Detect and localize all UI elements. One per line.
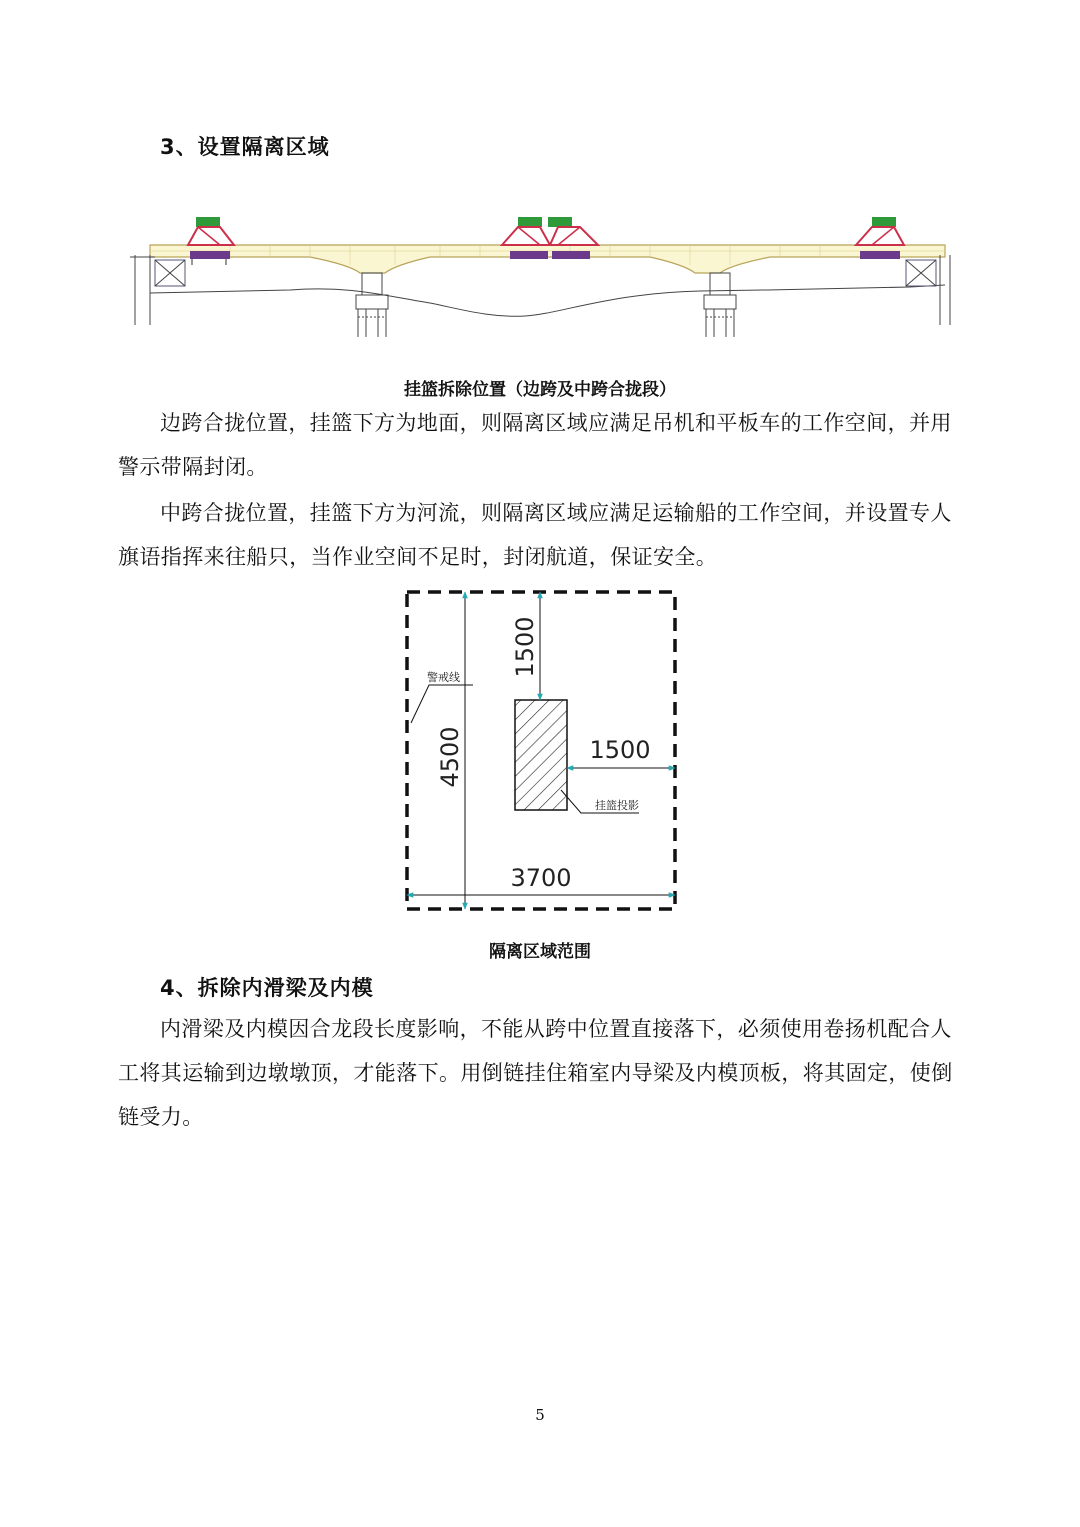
- page-number: 5: [535, 1406, 545, 1424]
- bridge-elevation-drawing: [130, 205, 960, 350]
- hanging-basket-left-end: [188, 217, 234, 265]
- ground-line: [150, 285, 945, 316]
- isolation-zone-diagram: [395, 585, 690, 925]
- bridge-figure-caption: 挂篮拆除位置（边跨及中跨合拢段）: [404, 380, 676, 400]
- section-4-heading: 4、拆除内滑梁及内模: [160, 976, 374, 1000]
- basket-projection-area: [515, 700, 567, 810]
- dim-top-text: 1500: [511, 616, 539, 678]
- hanging-basket-right-end: [856, 217, 904, 259]
- abutment-left: [130, 255, 185, 325]
- abutment-right: [906, 255, 950, 325]
- zone-figure-caption: 隔离区域范围: [489, 942, 591, 962]
- paragraph-mid-span: 中跨合拢位置，挂篮下方为河流，则隔离区域应满足运输船的工作空间，并设置专人旗语指挥来往船只，当作业空间不足时，封闭航道，保证安全。: [118, 501, 952, 569]
- dim-height-text: 4500: [436, 726, 464, 788]
- paragraph-side-span: 边跨合拢位置，挂篮下方为地面，则隔离区域应满足吊机和平板车的工作空间，并用警示带隔封闭。: [118, 411, 952, 479]
- pier-left: [356, 273, 388, 337]
- pier-right: [704, 273, 736, 337]
- basket-projection-label: 挂篮投影: [595, 799, 639, 812]
- section-3-heading: 3、设置隔离区域: [160, 135, 330, 159]
- dim-width-text: 3700: [510, 864, 572, 892]
- warning-line-leader: [411, 685, 473, 723]
- paragraph-inner-form: 内滑梁及内模因合龙段长度影响，不能从跨中位置直接落下，必须使用卷扬机配合人工将其运输到边墩墩顶，才能落下。用倒链挂住箱室内导梁及内模顶板，将其固定，使倒链受力。: [118, 1017, 953, 1129]
- warning-line-label: 警戒线: [427, 671, 460, 684]
- dim-right-text: 1500: [589, 736, 651, 764]
